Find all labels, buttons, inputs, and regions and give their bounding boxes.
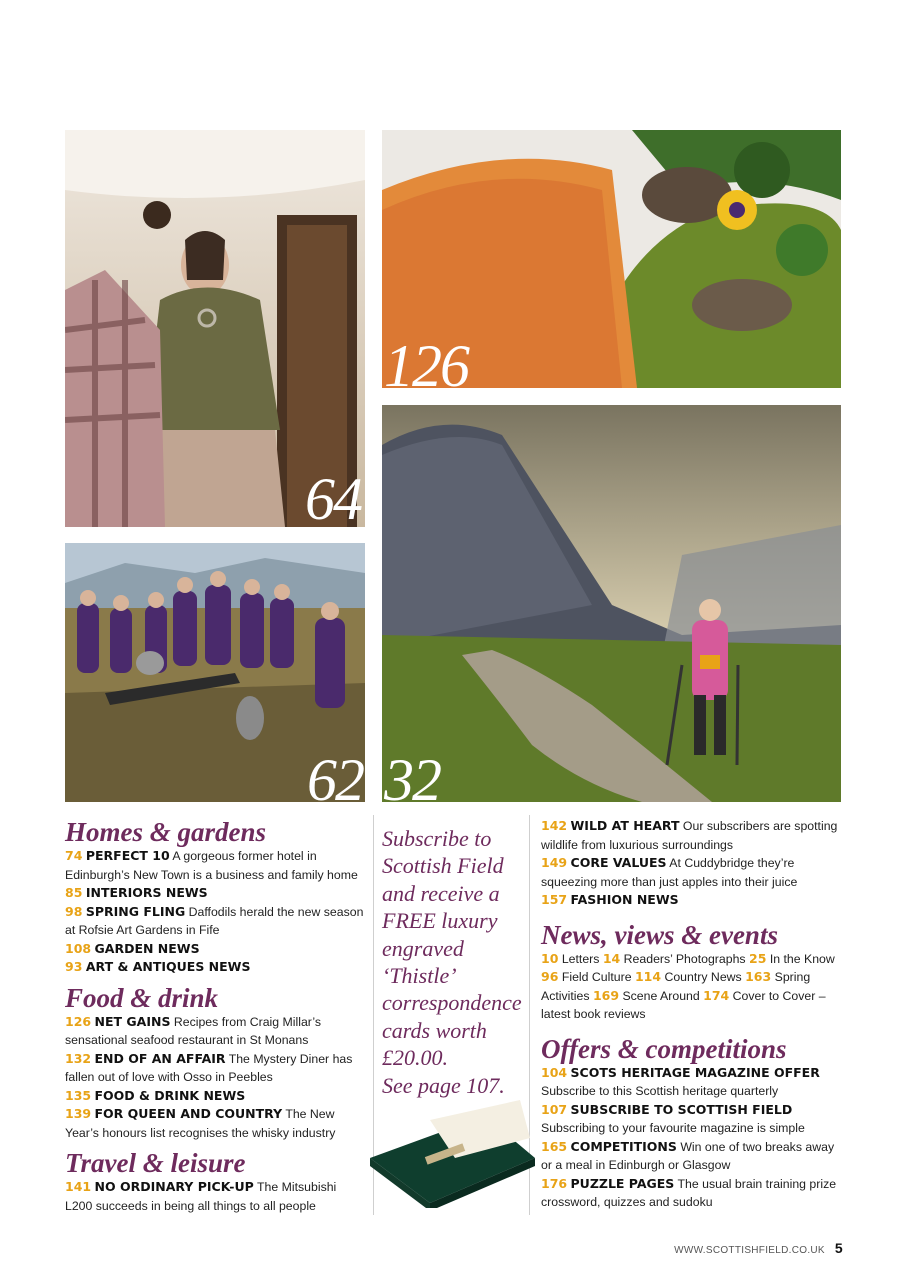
entry-description: Field Culture (558, 970, 635, 984)
entry-page-number: 107 (541, 1101, 568, 1117)
contents-entry (65, 940, 367, 959)
entry-page-number: 126 (65, 1013, 92, 1029)
entry-page-number: 25 (749, 950, 767, 966)
entry-page-number: 10 (541, 950, 559, 966)
contents-entry (65, 847, 367, 884)
entry-page-number: 14 (602, 950, 621, 966)
contents-entry (65, 958, 367, 977)
food-entries (65, 1013, 367, 1143)
entry-title: FASHION NEWS (570, 892, 679, 907)
right-column (541, 817, 841, 1212)
entry-description: Win one of two breaks away or a meal in Edinburgh or Glasgow (541, 1139, 835, 1172)
section-title-news: News, views & events (541, 919, 778, 950)
entry-description: At Cuddybridge they’re squeezing more than just apples into their juice (541, 856, 798, 889)
entry-title: NO ORDINARY PICK-UP (94, 1179, 254, 1194)
travel-entries (65, 1178, 367, 1215)
entry-description: In the Know (766, 951, 839, 966)
entry-description: Recipes from Craig Millar’s sensational seafood restaurant in St Monans (65, 1014, 322, 1047)
entry-page-number: 169 (592, 987, 620, 1003)
entry-description: Daffodils herald the new season at Rofsie Art Gardens in Fife (65, 904, 364, 937)
entry-page-number: 163 (745, 969, 772, 984)
entry-page-number: 174 (703, 987, 730, 1003)
entry-description: Spring Activities (541, 970, 813, 1003)
section-title-homes: Homes & gardens (65, 817, 267, 847)
mountain-walker-photo (382, 405, 841, 802)
entry-page-number: 74 (65, 848, 83, 863)
contents-entry (541, 891, 841, 910)
entry-page-number: 98 (65, 903, 83, 919)
contents-entry (541, 1101, 841, 1138)
entry-description: The usual brain training prize crossword, quizzes and sudoku (541, 1176, 837, 1209)
entry-description: Our subscribers are spotting wildlife from luxurious surroundings (541, 819, 838, 852)
contents-entry (65, 1050, 367, 1087)
husky-team-photo (65, 543, 365, 802)
contents-entry (65, 1087, 367, 1106)
entry-page-number: 96 (541, 969, 559, 984)
contents-entry (541, 1064, 841, 1101)
entry-page-number: 85 (65, 885, 83, 900)
entry-page-number: 142 (541, 818, 568, 833)
entry-description: A gorgeous former hotel in Edinburgh’s New Town is a business and family home (65, 849, 358, 882)
entry-page-number: 141 (65, 1179, 92, 1194)
entry-description: Letters (558, 951, 603, 966)
right-top-entries (541, 817, 841, 910)
entry-page-number: 104 (541, 1064, 568, 1080)
entry-description: The Mystery Diner has fallen out of love with Osso in Peebles (65, 1051, 353, 1084)
entry-description: Subscribing to your favourite magazine is simple (541, 1121, 805, 1135)
entry-title: CORE VALUES (570, 855, 667, 870)
section-title-food: Food & drink (65, 982, 219, 1013)
entry-description: The Mitsubishi L200 succeeds in being all things to all people (65, 1180, 337, 1213)
entry-title: FOOD & DRINK NEWS (94, 1087, 246, 1103)
entry-description: Country News (661, 970, 746, 984)
salmon-dish-photo (382, 130, 841, 388)
section-title-offers: Offers & competitions (541, 1033, 787, 1064)
contents-entry (65, 1178, 367, 1215)
contents-entry (65, 884, 367, 903)
website-url: WWW.SCOTTISHFIELD.CO.UK (674, 1245, 825, 1256)
page-number-62: 62 (307, 747, 363, 802)
entry-title: SCOTS HERITAGE MAGAZINE OFFER (570, 1064, 820, 1080)
gift-box-icon (370, 1098, 535, 1208)
homes-entries (65, 847, 367, 977)
entry-description: Scene Around (619, 988, 704, 1003)
section-title-travel: Travel & leisure (65, 1148, 246, 1178)
contents-entry (65, 1105, 367, 1142)
entry-page-number: 108 (65, 940, 92, 956)
museum-photo (65, 130, 365, 527)
mountain-hiker-icon (382, 405, 841, 802)
contents-entry (541, 1175, 841, 1212)
contents-entry (65, 903, 367, 940)
contents-entry (65, 1013, 367, 1050)
entry-page-number: 114 (634, 969, 662, 984)
entry-title: INTERIORS NEWS (85, 885, 208, 900)
entry-title: PUZZLE PAGES (570, 1175, 675, 1191)
entry-page-number: 149 (541, 855, 568, 870)
entry-description: The New Year’s honours list recognises the whisky industry (65, 1107, 336, 1140)
entry-page-number: 139 (65, 1106, 92, 1121)
entry-title: FOR QUEEN AND COUNTRY (94, 1106, 283, 1121)
contents-entry (541, 854, 841, 891)
entry-title: SUBSCRIBE TO SCOTTISH FIELD (570, 1101, 793, 1117)
entry-title: PERFECT 10 (85, 848, 170, 863)
offers-entries (541, 1064, 841, 1212)
entry-title: NET GAINS (94, 1013, 171, 1029)
page-number: 5 (834, 1240, 843, 1256)
entry-page-number: 135 (65, 1087, 92, 1103)
page-number-64: 64 (305, 466, 361, 527)
entry-page-number: 165 (541, 1138, 568, 1154)
entry-title: ART & ANTIQUES NEWS (85, 959, 251, 974)
entry-description: Subscribe to this Scottish heritage quarterly (541, 1084, 779, 1098)
entry-title: WILD AT HEART (570, 818, 680, 833)
entry-title: GARDEN NEWS (94, 940, 200, 956)
entry-description: Readers’ Photographs (620, 951, 749, 966)
contents-entry (541, 1138, 841, 1175)
entry-page-number: 132 (65, 1050, 92, 1066)
news-entry-list (541, 950, 841, 1024)
entry-title: COMPETITIONS (570, 1138, 677, 1154)
left-column (65, 817, 367, 1215)
page-number-126: 126 (384, 333, 468, 388)
page-footer (674, 1240, 843, 1256)
entry-description: Cover to Cover – latest book reviews (541, 988, 830, 1021)
page-number-32: 32 (384, 747, 440, 802)
correspondence-cards-box (370, 1098, 535, 1208)
entry-page-number: 157 (541, 892, 568, 907)
subscription-promo-text: Subscribe to Scottish Field and receive a FREE luxury engraved ‘Thistle’ correspondence cards worth £20.00. See page 107. (382, 826, 522, 1098)
entry-page-number: 176 (541, 1175, 568, 1191)
entry-title: SPRING FLING (85, 903, 186, 919)
contents-entry (541, 817, 841, 854)
entry-title: END OF AN AFFAIR (94, 1050, 226, 1066)
entry-page-number: 93 (65, 959, 83, 974)
